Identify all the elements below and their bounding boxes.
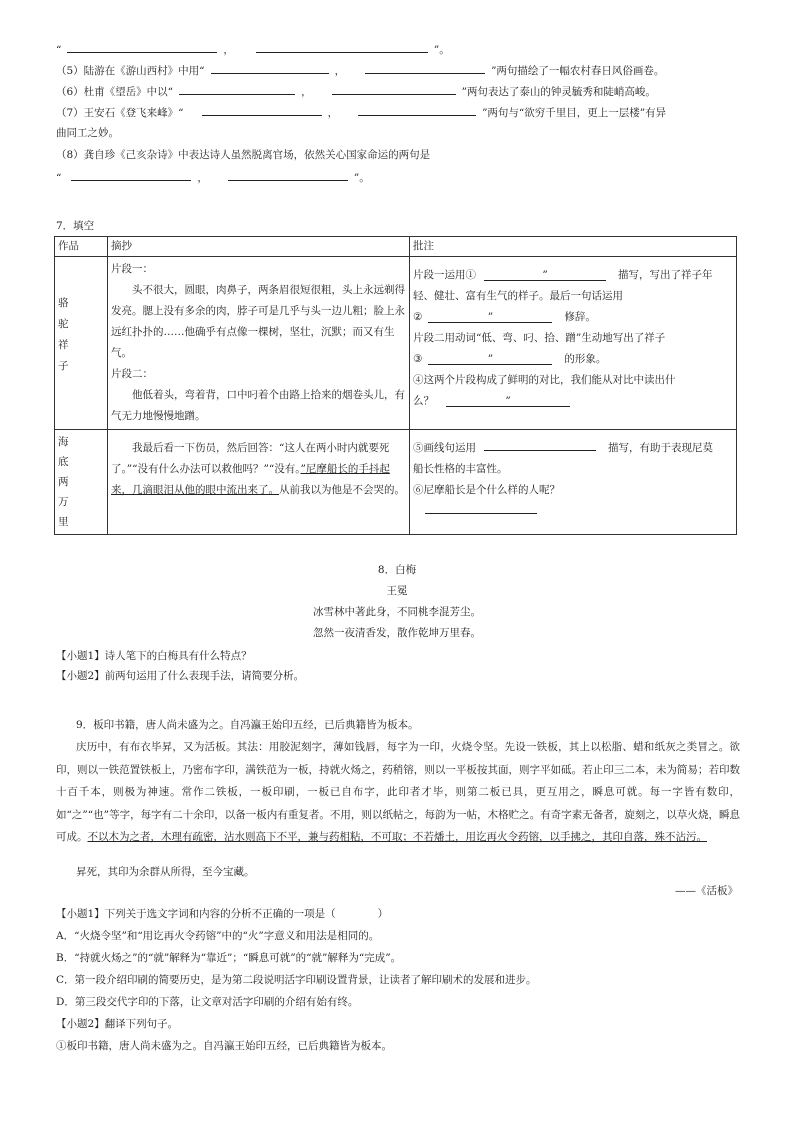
q9-para1: 9．板印书籍，唐人尚未盛为之。自冯瀛王始印五经，已后典籍皆为板本。 <box>76 719 419 731</box>
blank[interactable] <box>179 84 295 95</box>
header-work: 作品 <box>55 237 108 257</box>
q6-item6: （6）杜甫《望岳》中以“ ， ”两句表达了泰山的钟灵毓秀和陡峭高峻。 <box>56 86 656 98</box>
blank[interactable]: ” <box>484 270 606 281</box>
q9-sub2: 【小题2】翻译下列句子。 <box>56 1018 179 1030</box>
q8-sub1: 【小题1】诗人笔下的白梅具有什么特点？ <box>56 650 252 662</box>
blank[interactable]: ” <box>428 354 552 365</box>
header-excerpt: 摘抄 <box>108 237 410 257</box>
q8-title: 8．白梅 <box>377 564 417 576</box>
blank[interactable] <box>484 440 596 451</box>
note-camel-xiangzi: 片段一运用① ” 描写，写出了祥子年 轻、健壮、富有生气的样子。最后一句话运用 ② ” 修辞。 片段二用动词“低、弯、叼、拾、蹭”生动地写出了祥子 ③ ” 的形象。 ④这两个片段构成了鲜明的对比，我们能从对比中读出什 么？ ” <box>410 257 737 430</box>
blank[interactable] <box>425 503 537 514</box>
q9-source: ——《活板》 <box>675 885 738 897</box>
q6-item7-cont: 曲同工之妙。 <box>56 127 119 139</box>
q9-option-c: C．第一段介绍印刷的简要历史，是为第二段说明活字印刷设置背景，让读者了解印刷术的发展和进步。 <box>56 974 537 986</box>
q6-item5: （5）陆游在《游山西村》中用“ ， ”两句描绘了一幅农村春日风俗画卷。 <box>56 65 665 77</box>
q6-item8: （8）龚自珍《己亥杂诗》中表达诗人虽然脱离官场，依然关心国家命运的两句是 <box>56 149 431 161</box>
q6-line0: “ ， ”。 <box>56 44 450 56</box>
q9-option-d: D．第三段交代字印的下落，让文章对活字印刷的介绍有始有终。 <box>56 996 359 1008</box>
excerpt-camel-xiangzi: 片段一： 头不很大，圆眼，肉鼻子，两条眉很短很粗，头上永远剃得发亮。腮上没有多余的肉，脖子可是几乎与头一边儿粗；脸上永远红扑扑的……他确乎有点像一棵树，坚壮，沉默；而又有生气。 片段二： 他低着头，弯着背，口中叼着个由路上拾来的烟卷头儿，有气无力地慢慢地蹭。 <box>108 257 410 430</box>
q9-para2: 庆历中，有布衣毕昇，又为活板。其法：用胶泥刻字，薄如钱唇，每字为一印，火烧令坚。先设一铁板，其上以松脂、蜡和纸灰之类冒之。欲印，则以一铁范置铁板上，乃密布字印，满铁范为一板，持就火炀之，药稍镕，则以一平板按其面，则字平如砥。若止印三二本，未为简易；若印数十百千本，则极为神速。常作二铁板，一板印刷，一板已自布字，此印者才毕，则第二板已具，更互用之，瞬息可就。每一字皆有数印，如“之”“也”等字，每字有二十余印，以备一板内有重复者。不用，则以纸帖之，每韵为一帖，木格贮之。有奇字素无备者，旋刻之，以草火烧，瞬息可成。不以木为之者，木理有疏密，沾水则高下不平，兼与药相粘，不可取；不若燔土，用讫再火令药镕，以手拂之，其印自落，殊不沾污。 <box>56 741 740 843</box>
q9-option-a: A．“火烧令坚”和“用讫再火令药镕”中的“火”字意义和用法是相同的。 <box>56 930 380 942</box>
q8-poem-line1: 冰雪林中著此身，不同桃李混芳尘。 <box>313 606 481 618</box>
q8-poem-line2: 忽然一夜清香发，散作乾坤万里春。 <box>313 627 481 639</box>
work-twenty-thousand-leagues: 海 底 两 万 里 <box>55 430 108 535</box>
blank[interactable] <box>332 84 456 95</box>
q9-sub1: 【小题1】下列关于选文字词和内容的分析不正确的一项是（ ） <box>56 908 389 920</box>
q9-para3: 昇死，其印为余群从所得，至今宝藏。 <box>76 866 255 878</box>
q6-item8-blanks: “ ， ”。 <box>56 172 370 184</box>
excerpt-twenty-thousand-leagues: 我最后看一下伤员，然后回答：“这人在两小时内就要死了。”“没有什么办法可以救他吗？”“没有。”尼摩船长的手抖起来，几滴眼泪从他的眼中流出来了。从前我以为他是不会哭的。 <box>108 430 410 535</box>
q8-sub2: 【小题2】前两句运用了什么表现手法，请简要分析。 <box>56 670 305 682</box>
q9-translate-1: ①板印书籍，唐人尚未盛为之。自冯瀛王始印五经，已后典籍皆为板本。 <box>56 1040 392 1052</box>
q7-title: 7．填空 <box>56 220 95 232</box>
blank[interactable]: ” <box>428 312 552 323</box>
blank[interactable] <box>211 63 329 74</box>
blank[interactable] <box>228 170 348 181</box>
q8-author: 王冕 <box>386 585 408 597</box>
blank[interactable] <box>71 170 191 181</box>
blank[interactable]: ” <box>446 396 570 407</box>
blank[interactable] <box>256 42 428 53</box>
work-camel-xiangzi: 骆 驼 祥 子 <box>55 257 108 430</box>
q9-option-b: B．“持就火炀之”的“就”解释为“靠近”；“瞬息可就”的“就”解释为“完成”。 <box>56 952 402 964</box>
note-twenty-thousand-leagues: ⑤画线句运用 描写，有助于表现尼莫 船长性格的丰富性。 ⑥尼摩船长是个什么样的人呢？ <box>410 430 737 535</box>
blank[interactable] <box>67 42 217 53</box>
blank[interactable] <box>202 105 322 116</box>
q6-item7: （7）王安石《登飞来峰》“ ， ”两句与“欲穷千里目，更上一层楼”有异 <box>56 107 667 119</box>
blank[interactable] <box>358 105 476 116</box>
blank[interactable] <box>365 63 485 74</box>
fill-table <box>54 236 737 535</box>
header-note: 批注 <box>410 237 737 257</box>
